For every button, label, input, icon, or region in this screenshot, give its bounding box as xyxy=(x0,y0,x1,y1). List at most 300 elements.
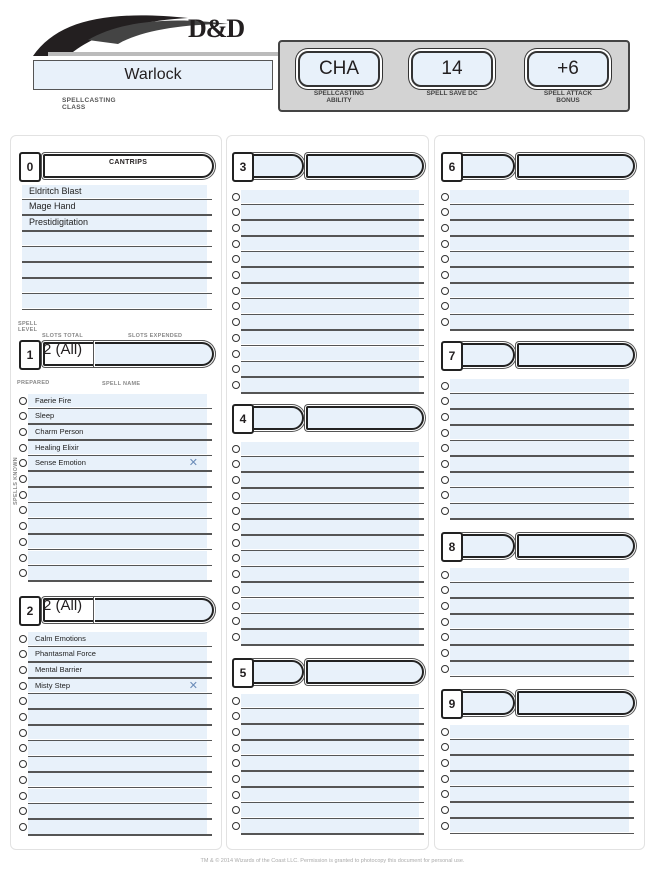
prepared-checkbox[interactable] xyxy=(441,413,449,421)
spell-row[interactable] xyxy=(19,394,212,410)
spell-row[interactable] xyxy=(441,410,634,426)
spell-row[interactable] xyxy=(441,772,634,788)
spell-row-fill xyxy=(241,788,419,802)
spell-row[interactable] xyxy=(232,442,424,458)
spell-row[interactable] xyxy=(441,252,634,268)
level-1-number: 1 xyxy=(19,340,41,370)
prepared-checkbox[interactable] xyxy=(232,728,240,736)
prepared-checkbox[interactable] xyxy=(441,491,449,499)
prepared-checkbox[interactable] xyxy=(232,712,240,720)
spell-row[interactable] xyxy=(232,457,424,473)
spell-save-dc-field[interactable]: 14 xyxy=(411,51,493,87)
spell-row-fill xyxy=(450,725,629,739)
level-4-slots-total-field[interactable] xyxy=(252,406,304,430)
prepared-checkbox[interactable] xyxy=(19,650,27,658)
spell-row[interactable] xyxy=(19,632,212,648)
prepared-checkbox[interactable] xyxy=(19,459,27,467)
spell-row[interactable] xyxy=(19,773,212,789)
prepared-checkbox[interactable] xyxy=(441,302,449,310)
spell-row-fill xyxy=(241,630,419,644)
spell-row-fill xyxy=(241,221,419,235)
prepared-checkbox[interactable] xyxy=(441,460,449,468)
spellcasting-ability-field[interactable]: CHA xyxy=(298,51,380,87)
spell-row[interactable] xyxy=(19,726,212,742)
spell-row[interactable] xyxy=(232,347,424,363)
spell-row[interactable] xyxy=(232,772,424,788)
spell-row[interactable] xyxy=(19,488,212,504)
prepared-checkbox[interactable] xyxy=(441,429,449,437)
prepared-checkbox[interactable] xyxy=(232,193,240,201)
prepared-checkbox[interactable] xyxy=(441,790,449,798)
spell-row-fill xyxy=(450,473,629,487)
prepared-checkbox[interactable] xyxy=(232,302,240,310)
spell-row[interactable] xyxy=(232,362,424,378)
spell-row[interactable] xyxy=(19,409,212,425)
prepared-checkbox[interactable] xyxy=(441,806,449,814)
spell-row-fill xyxy=(28,757,207,771)
prepared-checkbox[interactable] xyxy=(441,586,449,594)
prepared-checkbox[interactable] xyxy=(232,476,240,484)
spell-row[interactable] xyxy=(441,819,634,835)
prepared-checkbox[interactable] xyxy=(232,806,240,814)
prepared-checkbox[interactable] xyxy=(441,444,449,452)
prepared-checkbox[interactable] xyxy=(19,491,27,499)
spell-row-fill xyxy=(28,710,207,724)
spell-row-fill xyxy=(241,709,419,723)
prepared-label: PREPARED xyxy=(17,380,50,386)
spell-row[interactable] xyxy=(441,284,634,300)
spell-row-fill xyxy=(241,347,419,361)
prepared-checkbox[interactable] xyxy=(232,633,240,641)
prepared-checkbox[interactable] xyxy=(232,570,240,578)
spell-row[interactable] xyxy=(441,756,634,772)
spell-row[interactable] xyxy=(19,757,212,773)
spell-row[interactable] xyxy=(19,694,212,710)
spell-row-fill xyxy=(241,599,419,613)
spell-row[interactable] xyxy=(232,567,424,583)
prepared-checkbox[interactable] xyxy=(441,397,449,405)
spell-row-fill xyxy=(241,252,419,266)
cantrips-banner xyxy=(43,154,214,178)
spell-row[interactable] xyxy=(232,819,424,835)
dnd-logo: D&D xyxy=(188,14,245,43)
cantrip-row[interactable] xyxy=(19,263,212,279)
spell-row[interactable] xyxy=(232,237,424,253)
spell-row[interactable] xyxy=(232,709,424,725)
spell-row-line xyxy=(241,833,424,835)
cantrips-level-number: 0 xyxy=(19,152,41,182)
spell-row[interactable] xyxy=(232,331,424,347)
spell-row[interactable] xyxy=(232,190,424,206)
prepared-checkbox[interactable] xyxy=(19,776,27,784)
prepared-checkbox[interactable] xyxy=(19,538,27,546)
spell-row[interactable] xyxy=(232,221,424,237)
prepared-checkbox[interactable] xyxy=(441,382,449,390)
spell-row[interactable] xyxy=(441,662,634,678)
spell-row[interactable] xyxy=(19,566,212,582)
spell-row-fill xyxy=(450,615,629,629)
prepared-checkbox[interactable] xyxy=(19,444,27,452)
spell-row-fill xyxy=(28,789,207,803)
spell-row[interactable] xyxy=(441,237,634,253)
prepared-checkbox[interactable] xyxy=(232,445,240,453)
prepared-checkbox[interactable] xyxy=(441,571,449,579)
prepared-checkbox[interactable] xyxy=(232,365,240,373)
prepared-checkbox[interactable] xyxy=(232,507,240,515)
level-4-header xyxy=(232,404,424,434)
spell-row-fill xyxy=(28,409,207,423)
spell-row[interactable] xyxy=(19,551,212,567)
spell-row[interactable] xyxy=(232,284,424,300)
prepared-checkbox[interactable] xyxy=(232,492,240,500)
prepared-checkbox[interactable] xyxy=(19,428,27,436)
close-icon[interactable]: ✕ xyxy=(188,679,198,692)
cantrip-row[interactable] xyxy=(19,247,212,263)
prepared-checkbox[interactable] xyxy=(441,649,449,657)
spell-row[interactable] xyxy=(441,740,634,756)
spell-row[interactable] xyxy=(19,647,212,663)
prepared-checkbox[interactable] xyxy=(232,697,240,705)
spell-row[interactable] xyxy=(232,252,424,268)
prepared-checkbox[interactable] xyxy=(441,775,449,783)
spell-row[interactable] xyxy=(232,630,424,646)
level-5-slots-expended-field[interactable] xyxy=(306,660,424,684)
level-3-slots-total-field[interactable] xyxy=(252,154,304,178)
spell-row-fill xyxy=(241,504,419,518)
spell-row[interactable] xyxy=(232,205,424,221)
spell-row[interactable] xyxy=(232,268,424,284)
spell-row[interactable] xyxy=(441,473,634,489)
spell-row-fill xyxy=(450,441,629,455)
cantrip-row[interactable] xyxy=(19,200,212,216)
prepared-checkbox[interactable] xyxy=(19,397,27,405)
prepared-checkbox[interactable] xyxy=(232,240,240,248)
prepared-checkbox[interactable] xyxy=(232,602,240,610)
spell-row[interactable] xyxy=(441,630,634,646)
prepared-checkbox[interactable] xyxy=(232,822,240,830)
prepared-checkbox[interactable] xyxy=(441,287,449,295)
spell-row[interactable] xyxy=(441,568,634,584)
prepared-checkbox[interactable] xyxy=(441,193,449,201)
prepared-checkbox[interactable] xyxy=(441,208,449,216)
level-2-slots-total[interactable]: 2 (All) xyxy=(43,597,83,614)
prepared-checkbox[interactable] xyxy=(441,618,449,626)
spell-row-fill xyxy=(241,268,419,282)
spell-row-fill xyxy=(450,205,629,219)
spell-row[interactable] xyxy=(441,725,634,741)
spell-row-fill xyxy=(241,583,419,597)
spell-row-fill xyxy=(241,284,419,298)
prepared-checkbox[interactable] xyxy=(232,255,240,263)
spell-name: Charm Person xyxy=(35,426,84,436)
spell-name: Prestidigitation xyxy=(29,216,89,227)
spell-row-fill xyxy=(22,294,207,308)
spell-row-fill xyxy=(241,489,419,503)
spell-row-fill xyxy=(450,583,629,597)
spell-row[interactable] xyxy=(232,315,424,331)
spell-row-fill xyxy=(450,221,629,235)
spell-row[interactable] xyxy=(441,787,634,803)
spell-name: Sleep xyxy=(35,411,55,421)
prepared-checkbox[interactable] xyxy=(19,823,27,831)
prepared-checkbox[interactable] xyxy=(232,791,240,799)
spell-row-line xyxy=(28,834,212,836)
level-1-header xyxy=(19,340,214,370)
spell-row[interactable] xyxy=(19,519,212,535)
spell-row[interactable] xyxy=(441,426,634,442)
spell-row-fill xyxy=(241,362,419,376)
spell-row-fill xyxy=(241,520,419,534)
spell-row[interactable] xyxy=(19,710,212,726)
spell-row[interactable] xyxy=(441,646,634,662)
spellcasting-class-field[interactable]: Warlock xyxy=(33,60,273,90)
prepared-checkbox[interactable] xyxy=(232,271,240,279)
prepared-checkbox[interactable] xyxy=(19,792,27,800)
prepared-checkbox[interactable] xyxy=(232,334,240,342)
prepared-checkbox[interactable] xyxy=(232,617,240,625)
prepared-checkbox[interactable] xyxy=(232,224,240,232)
level-4-slots-expended-field[interactable] xyxy=(306,406,424,430)
spell-row[interactable] xyxy=(232,614,424,630)
level-6-number: 6 xyxy=(441,152,463,182)
spell-row[interactable] xyxy=(441,221,634,237)
level-7-slots-total-field[interactable] xyxy=(461,343,515,367)
prepared-checkbox[interactable] xyxy=(441,633,449,641)
spell-row[interactable] xyxy=(441,615,634,631)
prepared-checkbox[interactable] xyxy=(19,682,27,690)
prepared-checkbox[interactable] xyxy=(441,507,449,515)
spell-row[interactable] xyxy=(441,299,634,315)
spell-name: Mage Hand xyxy=(29,201,76,212)
spell-row[interactable] xyxy=(19,820,212,836)
spell-row-fill xyxy=(450,630,629,644)
level-4-number: 4 xyxy=(232,404,254,434)
spell-row[interactable] xyxy=(232,741,424,757)
spell-row[interactable] xyxy=(232,583,424,599)
spell-row-fill xyxy=(450,315,629,329)
level-2-slots-expended-field[interactable] xyxy=(95,598,214,622)
prepared-checkbox[interactable] xyxy=(19,475,27,483)
prepared-checkbox[interactable] xyxy=(232,586,240,594)
spell-row[interactable] xyxy=(441,504,634,520)
spell-row[interactable] xyxy=(232,756,424,772)
level-5-slots-total-field[interactable] xyxy=(252,660,304,684)
spell-row-fill xyxy=(28,804,207,818)
cantrip-row[interactable] xyxy=(19,232,212,248)
spell-row-fill xyxy=(241,614,419,628)
spell-row-fill xyxy=(241,299,419,313)
prepared-checkbox[interactable] xyxy=(232,539,240,547)
spell-row[interactable] xyxy=(232,694,424,710)
prepared-checkbox[interactable] xyxy=(232,381,240,389)
prepared-checkbox[interactable] xyxy=(441,318,449,326)
spell-row-fill xyxy=(450,740,629,754)
prepared-checkbox[interactable] xyxy=(19,666,27,674)
level-9-slots-total-field[interactable] xyxy=(461,691,515,715)
level-3-slots-expended-field[interactable] xyxy=(306,154,424,178)
cantrip-row[interactable] xyxy=(19,216,212,232)
spell-row[interactable] xyxy=(19,535,212,551)
spell-row[interactable] xyxy=(232,803,424,819)
spell-row[interactable] xyxy=(232,489,424,505)
level-8-slots-total-field[interactable] xyxy=(461,534,515,558)
slots-total-label: SLOTS TOTAL xyxy=(42,333,83,339)
prepared-checkbox[interactable] xyxy=(441,602,449,610)
close-icon[interactable]: ✕ xyxy=(188,457,198,470)
prepared-checkbox[interactable] xyxy=(441,665,449,673)
prepared-checkbox[interactable] xyxy=(232,318,240,326)
prepared-checkbox[interactable] xyxy=(441,759,449,767)
spell-row-fill xyxy=(22,263,207,277)
spell-row[interactable] xyxy=(232,788,424,804)
spell-row-fill xyxy=(241,536,419,550)
prepared-checkbox[interactable] xyxy=(232,208,240,216)
prepared-checkbox[interactable] xyxy=(19,554,27,562)
spell-row-fill xyxy=(450,488,629,502)
prepared-checkbox[interactable] xyxy=(19,697,27,705)
prepared-checkbox[interactable] xyxy=(19,569,27,577)
spell-name: Healing Elixir xyxy=(35,442,79,452)
spell-row[interactable] xyxy=(441,268,634,284)
spell-row[interactable] xyxy=(232,299,424,315)
spell-row[interactable] xyxy=(232,473,424,489)
prepared-checkbox[interactable] xyxy=(19,506,27,514)
spell-name: Faerie Fire xyxy=(35,395,72,405)
level-1-slots-expended-field[interactable] xyxy=(95,342,214,366)
spell-row-fill xyxy=(241,756,419,770)
spell-row[interactable] xyxy=(19,456,212,472)
spellcasting-class-label: SPELLCASTING CLASS xyxy=(62,97,116,111)
prepared-checkbox[interactable] xyxy=(232,350,240,358)
prepared-checkbox[interactable] xyxy=(19,412,27,420)
spell-row-fill xyxy=(28,551,207,565)
prepared-checkbox[interactable] xyxy=(232,759,240,767)
spell-row-fill xyxy=(450,268,629,282)
spell-row[interactable] xyxy=(232,520,424,536)
spell-row-line xyxy=(450,676,634,678)
spell-row-fill xyxy=(450,568,629,582)
spell-row[interactable] xyxy=(441,583,634,599)
spell-row-fill xyxy=(241,457,419,471)
prepared-checkbox[interactable] xyxy=(19,713,27,721)
prepared-checkbox[interactable] xyxy=(19,729,27,737)
spell-row-fill xyxy=(450,252,629,266)
prepared-checkbox[interactable] xyxy=(441,743,449,751)
spell-attack-bonus-field[interactable]: +6 xyxy=(527,51,609,87)
level-6-slots-expended-field[interactable] xyxy=(517,154,635,178)
spell-row[interactable] xyxy=(441,379,634,395)
spell-row-fill xyxy=(28,472,207,486)
copyright-footer: TM & © 2014 Wizards of the Coast LLC. Permission is granted to photocopy this document for personal use. xyxy=(200,858,465,864)
spell-row-line xyxy=(450,329,634,331)
spell-row[interactable] xyxy=(441,803,634,819)
prepared-checkbox[interactable] xyxy=(19,635,27,643)
spell-row[interactable] xyxy=(19,679,212,695)
prepared-checkbox[interactable] xyxy=(441,271,449,279)
spell-attack-bonus-label: SPELL ATTACK BONUS xyxy=(543,90,593,104)
spell-row-line xyxy=(241,392,424,394)
spell-row[interactable] xyxy=(19,804,212,820)
spell-row[interactable] xyxy=(441,457,634,473)
prepared-checkbox[interactable] xyxy=(441,255,449,263)
prepared-checkbox[interactable] xyxy=(232,460,240,468)
spell-row[interactable] xyxy=(232,536,424,552)
cantrips-header xyxy=(19,152,214,182)
spell-row[interactable] xyxy=(19,425,212,441)
spell-row[interactable] xyxy=(441,205,634,221)
spell-row[interactable] xyxy=(441,488,634,504)
prepared-checkbox[interactable] xyxy=(441,224,449,232)
sheet-header xyxy=(0,0,665,125)
cantrip-row[interactable] xyxy=(19,294,212,310)
prepared-checkbox[interactable] xyxy=(441,476,449,484)
spell-row[interactable] xyxy=(441,441,634,457)
prepared-checkbox[interactable] xyxy=(232,523,240,531)
level-1-slots-total[interactable]: 2 (All) xyxy=(43,341,83,358)
level-5-number: 5 xyxy=(232,658,254,688)
spell-row[interactable] xyxy=(19,441,212,457)
spell-row-fill xyxy=(28,694,207,708)
prepared-checkbox[interactable] xyxy=(19,744,27,752)
prepared-checkbox[interactable] xyxy=(232,744,240,752)
spell-row[interactable] xyxy=(441,599,634,615)
spell-row[interactable] xyxy=(441,190,634,206)
spell-row-fill xyxy=(241,190,419,204)
spell-name: Eldritch Blast xyxy=(29,185,82,196)
spell-row[interactable] xyxy=(19,503,212,519)
spell-row[interactable] xyxy=(19,741,212,757)
spell-row[interactable] xyxy=(19,663,212,679)
prepared-checkbox[interactable] xyxy=(232,287,240,295)
spell-row[interactable] xyxy=(232,378,424,394)
level-6-slots-total-field[interactable] xyxy=(461,154,515,178)
spell-row-fill xyxy=(450,299,629,313)
level-8-slots-expended-field[interactable] xyxy=(517,534,635,558)
level-2-number: 2 xyxy=(19,596,41,626)
prepared-checkbox[interactable] xyxy=(441,728,449,736)
spell-row[interactable] xyxy=(232,504,424,520)
spell-row[interactable] xyxy=(232,551,424,567)
spell-row-fill xyxy=(241,725,419,739)
spell-row-fill xyxy=(241,378,419,392)
prepared-checkbox[interactable] xyxy=(232,775,240,783)
level-7-slots-expended-field[interactable] xyxy=(517,343,635,367)
spell-row-fill xyxy=(22,279,207,293)
spell-row[interactable] xyxy=(232,725,424,741)
cantrip-row[interactable] xyxy=(19,279,212,295)
prepared-checkbox[interactable] xyxy=(441,822,449,830)
cantrip-row[interactable] xyxy=(19,185,212,201)
spell-row-line xyxy=(241,644,424,646)
spell-row[interactable] xyxy=(441,315,634,331)
spell-row-line xyxy=(28,580,212,582)
prepared-checkbox[interactable] xyxy=(19,760,27,768)
spell-row-fill xyxy=(450,504,629,518)
spell-row-fill xyxy=(450,379,629,393)
level-7-header xyxy=(441,341,635,371)
prepared-checkbox[interactable] xyxy=(19,522,27,530)
spell-row-fill xyxy=(28,488,207,502)
level-9-slots-expended-field[interactable] xyxy=(517,691,635,715)
spell-row[interactable] xyxy=(232,599,424,615)
spell-row[interactable] xyxy=(19,472,212,488)
prepared-checkbox[interactable] xyxy=(232,554,240,562)
spell-row[interactable] xyxy=(441,394,634,410)
prepared-checkbox[interactable] xyxy=(441,240,449,248)
prepared-checkbox[interactable] xyxy=(19,807,27,815)
spell-row[interactable] xyxy=(19,789,212,805)
spell-name: Mental Barrier xyxy=(35,664,83,674)
